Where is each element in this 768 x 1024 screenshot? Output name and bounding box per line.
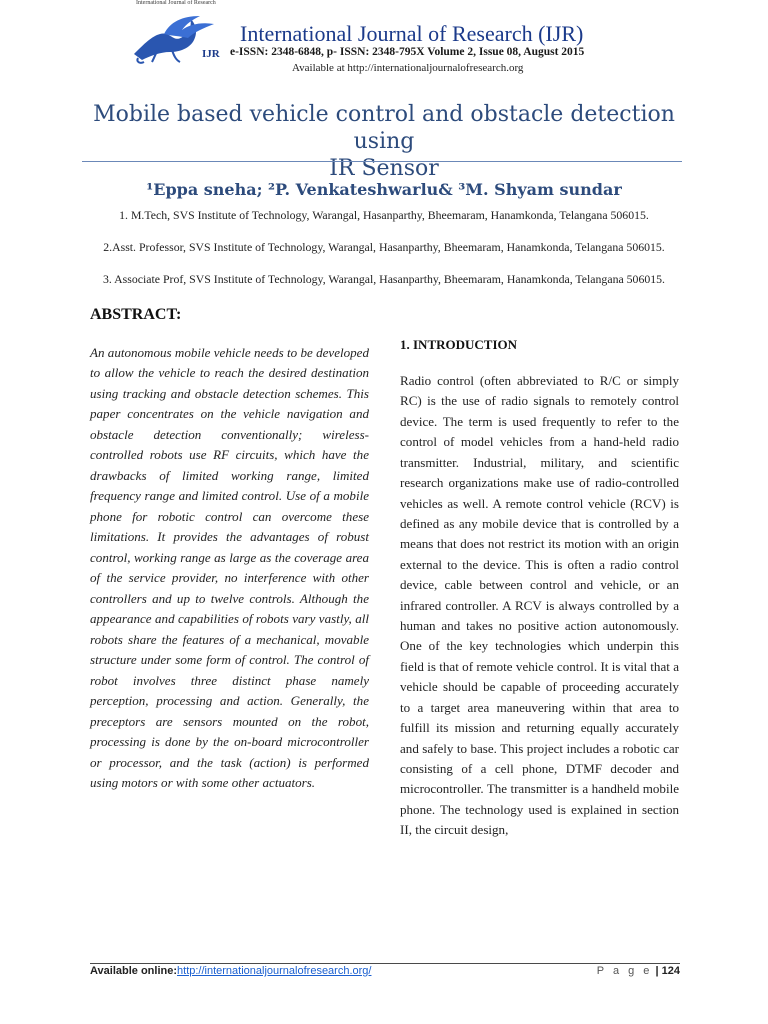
abstract-body: An autonomous mobile vehicle needs to be developed to allow the vehicle to reach the desired destination using tracking and obstacle detection schemes. This paper concentrates on the vehicle navigation and obstacle detection conventionally; wireless-controlled robots use RF circuits, which have the drawbacks of limited working range, limited frequency range and limited control. Use of a mobile phone for robotic control can overcome these limitations. It provides the advantages of robust control, working range as large as the coverage area of the service provider, no interference with other controllers and up to twelve controls. Although the appearance and capabilities of robots vary vastly, all robots share the features of a mechanical, movable structure under some form of control. The control of robot involves three distinct phase namely perception, processing and action. Generally, the preceptors are sensors mounted on the robot, processing is done by the on-board microcontroller or processor, and the task (action) is performed using motors or with some other actuators. xyxy=(90,345,369,791)
paper-title-line-1: Mobile based vehicle control and obstacle detection using xyxy=(93,102,675,154)
page-indicator xyxy=(560,965,680,977)
footer-divider xyxy=(90,963,680,964)
logo-text: IJR xyxy=(202,48,220,60)
page-number: 124 xyxy=(661,965,680,977)
introduction-heading: 1. INTRODUCTION xyxy=(400,337,518,352)
paper-title xyxy=(80,101,688,182)
footer-available-label: Available online: xyxy=(90,965,178,977)
page-label: P a g e xyxy=(596,965,653,977)
paper-title-line-2: IR Sensor xyxy=(329,156,439,181)
footer-url-link[interactable]: http://internationaljournalofresearch.org/ xyxy=(177,965,372,977)
journal-title: International Journal of Research (IJR) xyxy=(240,21,584,46)
journal-url-line: Available at http://internationaljournalofresearch.org xyxy=(292,62,524,74)
author-list: ¹Eppa sneha; ²P. Venkateshwarlu& ³M. Shyam sundar xyxy=(146,180,622,199)
issn-line: e-ISSN: 2348-6848, p- ISSN: 2348-795X Volume 2, Issue 08, August 2015 xyxy=(230,46,585,58)
affiliation-2: 2.Asst. Professor, SVS Institute of Technology, Warangal, Hasanparthy, Bheemaram, Hanamkonda, Telangana 506015. xyxy=(103,240,665,254)
introduction-body: Radio control (often abbreviated to R/C or simply RC) is the use of radio signals to remotely control device. The term is used frequently to refer to the control of model vehicles from a hand-held radio transmitter. Industrial, military, and scientific research organizations make use of radio-controlled vehicles as well. A remote control vehicle (RCV) is defined as any mobile device that is controlled by a means that does not restrict its motion with an origin external to the device. This is often a radio control device, cable between control and vehicle, or an infrared controller. A RCV is always controlled by a human and takes no positive action autonomously. One of the key technologies which underpin this field is that of remote vehicle control. It is vital that a vehicle should be capable of proceeding accurately to a target area maneuvering within that area to fulfill its mission and returning equally accurately and safely to base. This project includes a robotic car consisting of a cell phone, DTMF decoder and microcontroller. The transmitter is a handheld mobile phone. The technology used is explained in section II, the circuit design, xyxy=(400,373,679,838)
page-separator: | xyxy=(655,965,659,977)
title-divider xyxy=(82,161,682,162)
affiliation-1: 1. M.Tech, SVS Institute of Technology, Warangal, Hasanparthy, Bheemaram, Hanamkonda, Telangana 506015. xyxy=(119,208,649,222)
ijr-logo xyxy=(130,14,230,66)
footer-availability xyxy=(90,965,371,977)
abstract-heading: ABSTRACT: xyxy=(90,306,182,323)
affiliation-3: 3. Associate Prof, SVS Institute of Technology, Warangal, Hasanparthy, Bheemaram, Hanamkonda, Telangana 506015. xyxy=(103,272,665,286)
header-small-label: International Journal of Research xyxy=(136,0,216,6)
